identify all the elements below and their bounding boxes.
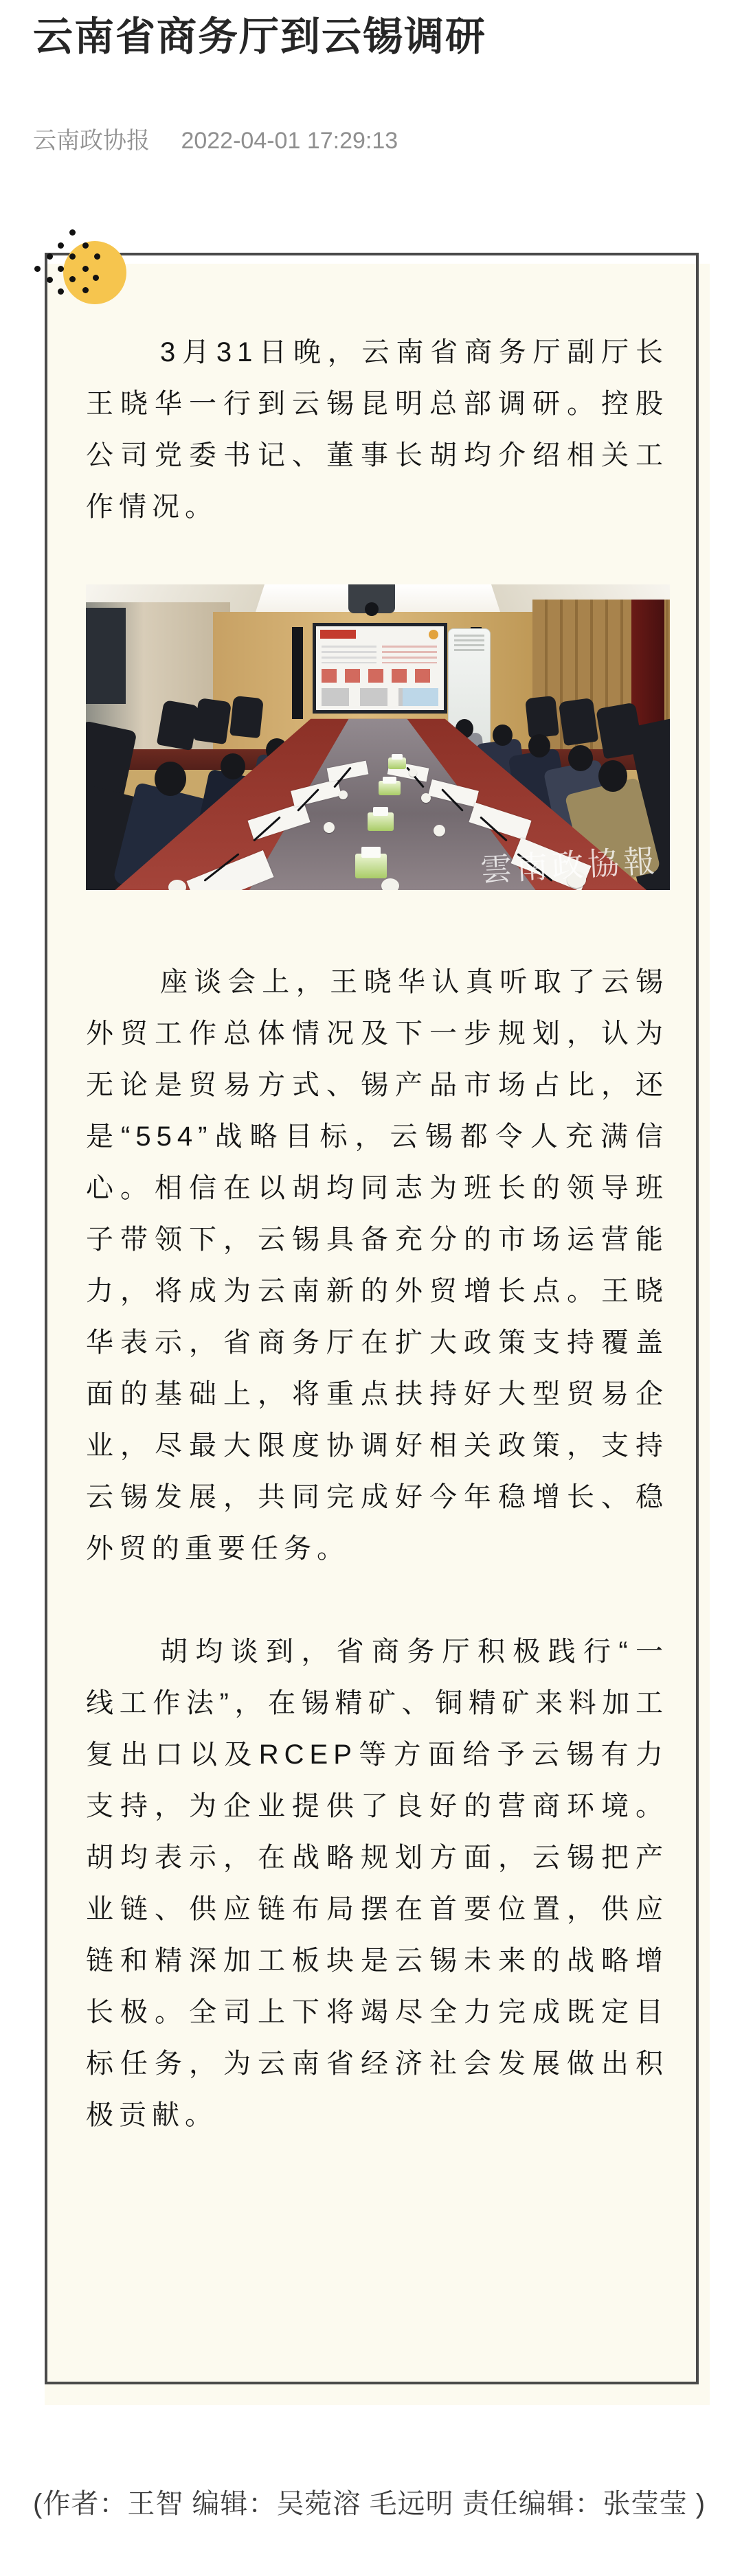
tea-cup: [339, 790, 348, 799]
tissue-box: [368, 812, 394, 831]
person-head: [493, 725, 513, 746]
tea-cup: [168, 880, 186, 890]
chair: [229, 696, 264, 738]
photo-watermark: 雲南政協報: [480, 843, 660, 888]
person-head: [155, 762, 186, 796]
photo-left-monitor: [86, 608, 126, 704]
paragraph-1: 3月31日晚，云南省商务厅副厅长王晓华一行到云锡昆明总部调研。控股公司党委书记、董事长胡均介绍相关工作情况。: [86, 337, 668, 522]
tea-cup: [409, 768, 417, 777]
source-name[interactable]: 云南政协报: [33, 128, 150, 154]
paragraph-2: 座谈会上，王晓华认真听取了云锡外贸工作总体情况及下一步规划，认为无论是贸易方式、锡产品市场占比，还是“554”战略目标，云锡都令人充满信心。相信在以胡均同志为班长的领导班子带领下，云锡具备充分的市场运营能力，将成为云南新的外贸增长点。王晓华表示，省商务厅在扩大政策支持覆盖面的基础上，将重点扶持好大型贸易企业，尽最大限度协调好相关政策，支持云锡发展，共同完成好今年稳增长、稳外贸的重要任务。: [86, 967, 668, 1564]
person-head: [568, 745, 593, 771]
dots-decoration: [27, 223, 103, 295]
chair: [525, 696, 559, 738]
person-head: [221, 753, 245, 779]
tea-cup: [434, 825, 445, 836]
chair: [559, 698, 598, 746]
tissue-box: [388, 757, 406, 769]
person-head: [528, 734, 550, 757]
publish-timestamp: 2022-04-01 17:29:13: [181, 128, 398, 154]
tea-cup: [421, 793, 431, 803]
tissue-box: [355, 854, 387, 878]
paragraph-3: 胡均谈到，省商务厅积极践行“一线工作法”，在锡精矿、铜精矿来料加工复出口以及RCEP等方面给予云锡有力支持，为企业提供了良好的营商环境。胡均表示，在战略规划方面，云锡把产业链、供应链布局摆在首要位置，供应链和精深加工板块是云锡未来的战略增长极。全司上下将竭尽全力完成既定目标任务，为云南省经济社会发展做出积极贡献。: [86, 1637, 668, 2130]
tea-cup: [324, 822, 335, 833]
chair: [193, 698, 232, 744]
photo-speaker-left: [292, 627, 303, 719]
page-title: 云南省商务厅到云锡调研: [33, 14, 487, 59]
content-card-zone: [0, 253, 742, 2384]
photo-slide: [316, 626, 444, 710]
photo-projector: [348, 584, 395, 613]
content-card: [45, 253, 699, 2384]
credits-line: (作者：王智 编辑：吴菀溶 毛远明 责任编辑：张莹莹 ): [33, 2489, 706, 2519]
tea-cup: [381, 878, 399, 890]
photo-presentation-screen: [313, 623, 447, 714]
meeting-photo: [86, 584, 670, 890]
person-head: [598, 760, 627, 792]
tissue-box: [379, 781, 401, 795]
article-meta: [33, 124, 709, 157]
